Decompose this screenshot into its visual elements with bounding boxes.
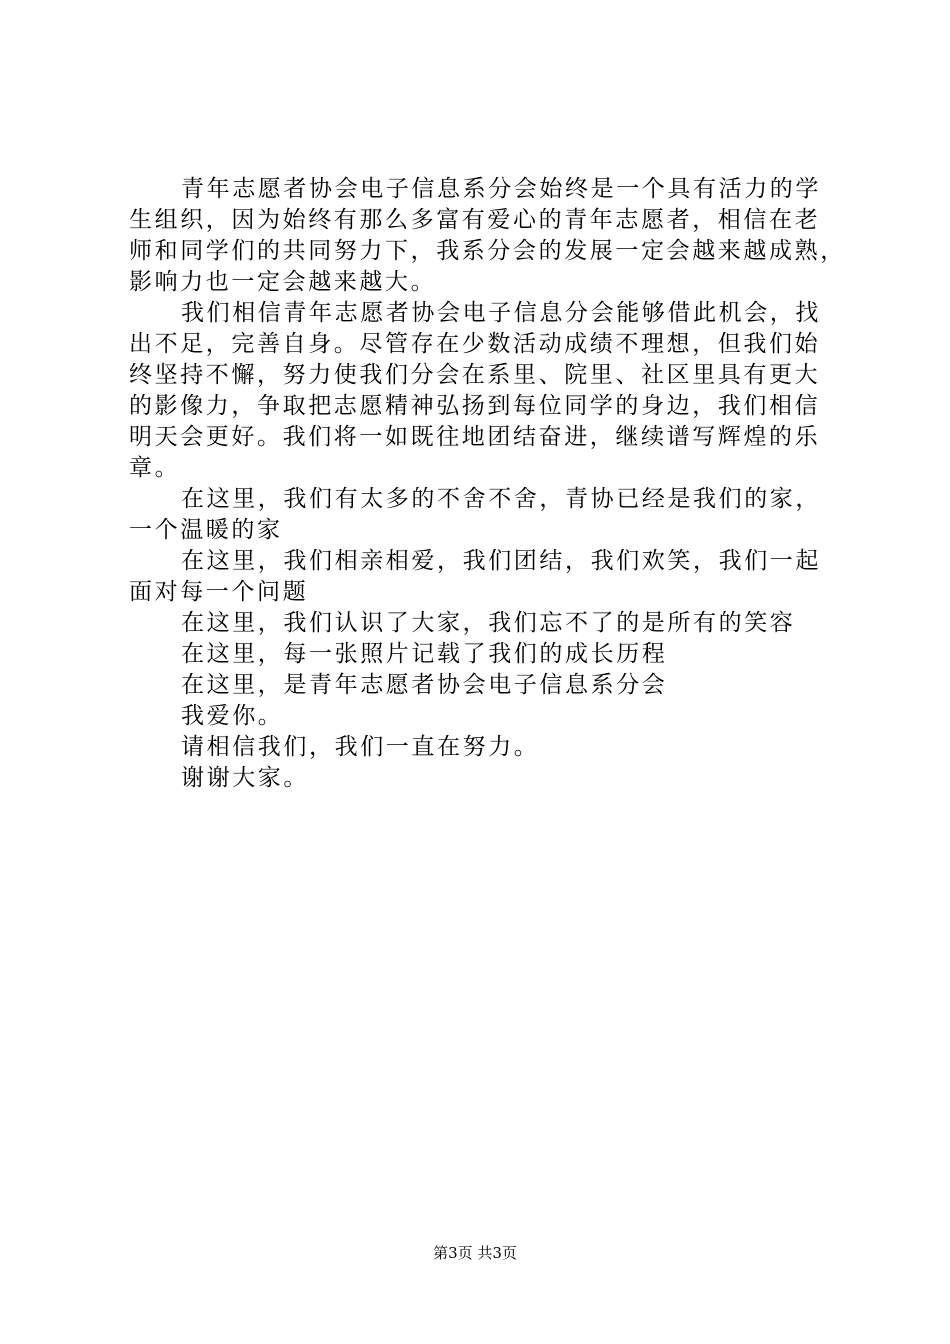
text-line: 生组织，因为始终有那么多富有爱心的青年志愿者，相信在老	[129, 207, 821, 233]
text-line: 青年志愿者协会电子信息系分会始终是一个具有活力的学	[181, 176, 821, 202]
text-line: 我爱你。	[181, 703, 284, 729]
text-line: 在这里，我们认识了大家，我们忘不了的是所有的笑容	[181, 610, 796, 636]
text-line: 请相信我们，我们一直在努力。	[181, 734, 540, 760]
text-line: 终坚持不懈，努力使我们分会在系里、院里、社区里具有更大	[129, 362, 821, 388]
text-line: 在这里，每一张照片记载了我们的成长历程	[181, 641, 668, 667]
text-line: 一个温暖的家	[129, 517, 283, 543]
text-line: 章。	[129, 455, 181, 481]
page-number-footer: 第3页 共3页	[433, 1244, 517, 1262]
text-line: 在这里，是青年志愿者协会电子信息系分会	[181, 672, 668, 698]
text-line: 明天会更好。我们将一如既往地团结奋进，继续谱写辉煌的乐	[129, 424, 821, 450]
text-line: 师和同学们的共同努力下，我系分会的发展一定会越来越成熟，	[129, 238, 846, 264]
text-line: 出不足，完善自身。尽管存在少数活动成绩不理想，但我们始	[129, 331, 821, 357]
text-line: 在这里，我们相亲相爱，我们团结，我们欢笑，我们一起	[181, 548, 821, 574]
text-line: 谢谢大家。	[181, 765, 309, 791]
text-line: 在这里，我们有太多的不舍不舍，青协已经是我们的家，	[181, 486, 821, 512]
text-line: 的影像力，争取把志愿精神弘扬到每位同学的身边，我们相信	[129, 393, 821, 419]
text-line: 我们相信青年志愿者协会电子信息分会能够借此机会，找	[181, 300, 821, 326]
text-line: 影响力也一定会越来越大。	[129, 269, 437, 295]
text-line: 面对每一个问题	[129, 579, 309, 605]
document-body	[129, 174, 849, 794]
